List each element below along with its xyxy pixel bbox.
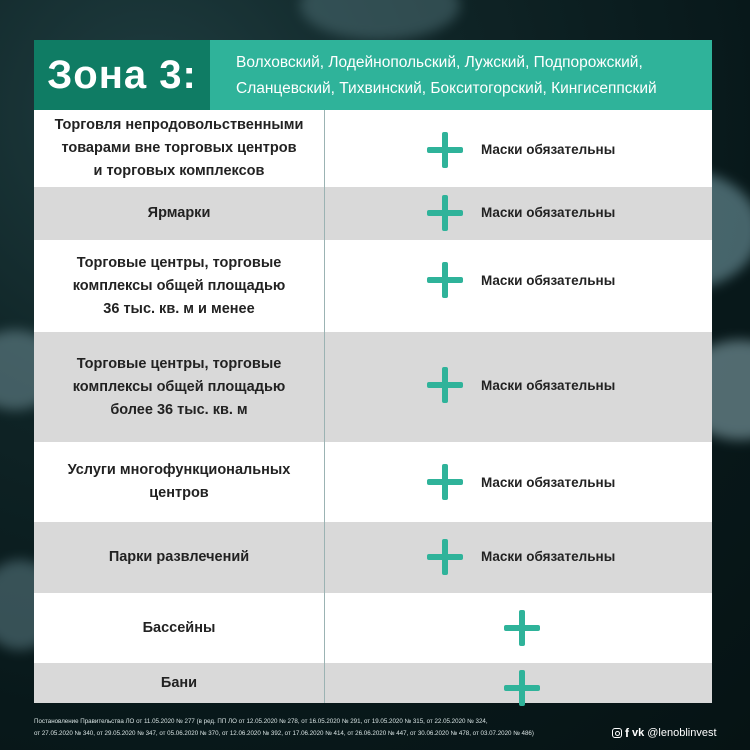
zone-card <box>34 40 712 703</box>
plus-icon <box>427 539 463 575</box>
table-row <box>34 522 712 593</box>
table-row <box>34 593 712 663</box>
districts-list <box>236 50 706 102</box>
plus-icon <box>427 132 463 168</box>
table-row <box>34 663 712 703</box>
footnote-line: от 27.05.2020 № 340, от 29.05.2020 № 347, от 05.06.2020 № 370, от 12.06.2020 № 392, от 17.06.2020 № 414, от 26.06.2020 № 447, от 30.06.2020 № 478, от 03.07.2020 № 486) <box>34 730 534 737</box>
activity-label: Торговые центры, торговые комплексы общей площадью более 36 тыс. кв. м <box>72 355 286 418</box>
plus-icon <box>427 367 463 403</box>
plus-icon <box>504 610 540 646</box>
social-links <box>612 726 717 740</box>
requirement-text: Маски обязательны <box>481 142 616 157</box>
activity-label: Парки развлечений <box>108 549 250 565</box>
background-blob <box>300 0 460 40</box>
vk-icon[interactable]: vk <box>632 727 645 739</box>
requirement-text: Маски обязательны <box>481 205 616 220</box>
table-row <box>34 332 712 442</box>
activity-label: Торговля непродовольственными товарами вне торговых центров и торговых комплексов <box>54 117 304 179</box>
requirement-text: Маски обязательны <box>481 273 616 288</box>
instagram-icon[interactable] <box>612 728 622 738</box>
activity-label: Бассейны <box>142 619 216 636</box>
requirement-text: Маски обязательны <box>481 549 616 564</box>
districts-line: Сланцевский, Тихвинский, Бокситогорский, Кингисеппский <box>236 80 657 97</box>
plus-icon <box>427 195 463 231</box>
zone-header <box>34 40 712 110</box>
activity-label: Ярмарки <box>147 205 211 221</box>
activity-label: Бани <box>160 674 198 691</box>
table-row <box>34 110 712 187</box>
legal-footnote <box>34 716 574 740</box>
zone-tab <box>34 40 210 110</box>
footnote-line: Постановление Правительства ЛО от 11.05.2020 № 277 (в ред. ПП ЛО от 12.05.2020 № 278, от 16.05.2020 № 291, от 19.05.2020 № 315, от 22.05.2020 № 324, <box>34 718 488 725</box>
plus-icon <box>504 670 540 706</box>
social-handle[interactable]: @lenoblinvest <box>647 727 717 739</box>
table-row <box>34 240 712 332</box>
table-row <box>34 442 712 522</box>
activity-label: Услуги многофункциональных центров <box>67 462 291 501</box>
plus-icon <box>427 262 463 298</box>
activity-label: Торговые центры, торговые комплексы общей площадью 36 тыс. кв. м и менее <box>72 254 286 317</box>
requirement-text: Маски обязательны <box>481 378 616 393</box>
table-row <box>34 187 712 240</box>
requirement-text: Маски обязательны <box>481 475 616 490</box>
plus-icon <box>427 464 463 500</box>
facebook-icon[interactable]: f <box>625 726 629 740</box>
districts-line: Волховский, Лодейнопольский, Лужский, Подпорожский, <box>236 54 643 71</box>
zone-title: Зона 3: <box>47 52 197 97</box>
